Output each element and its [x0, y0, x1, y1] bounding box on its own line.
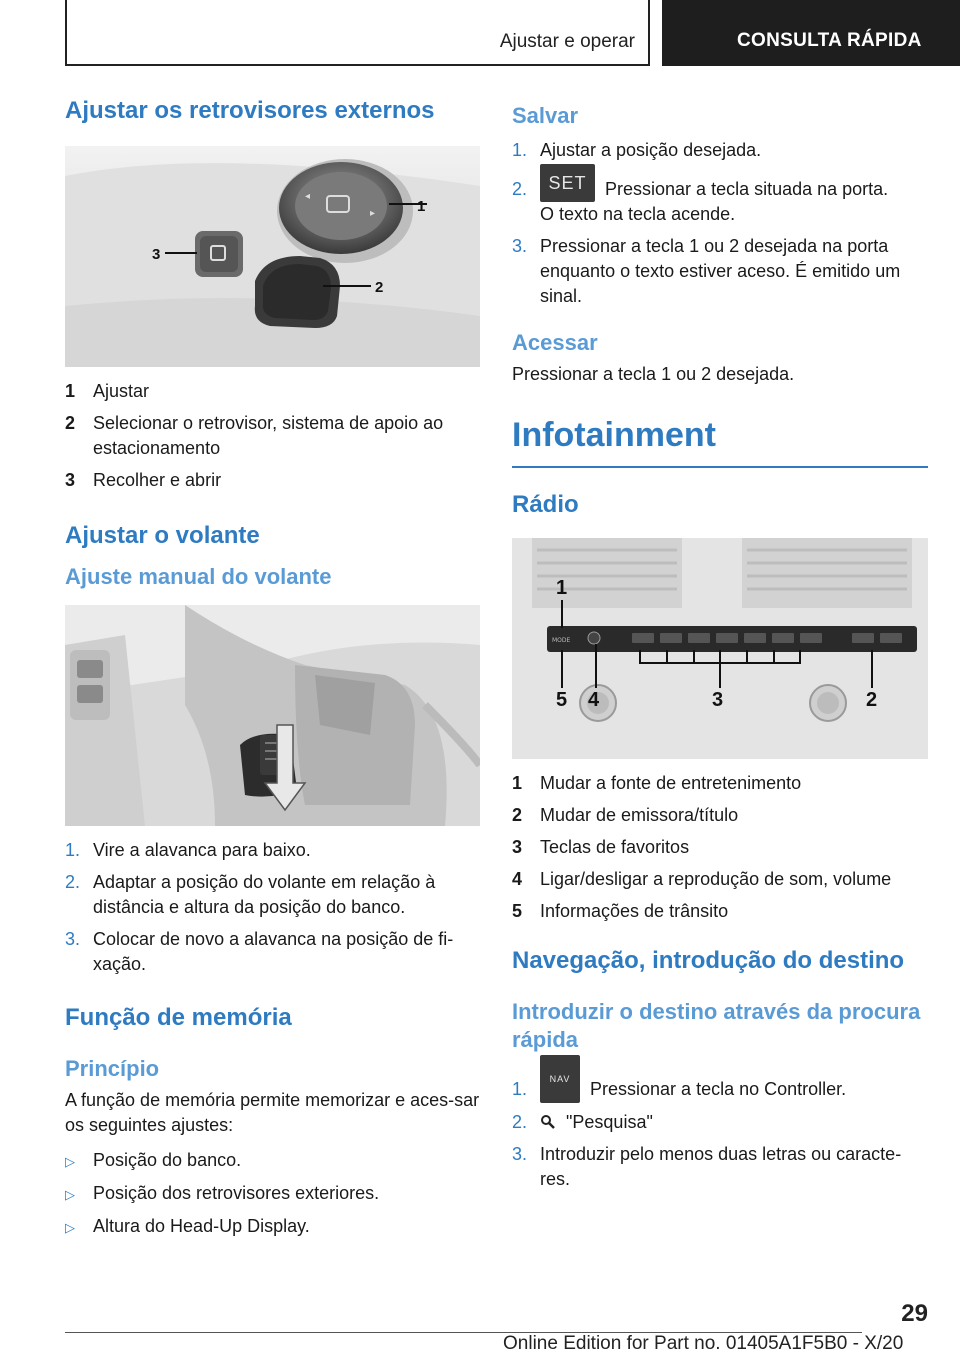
- chapter-tab-label: CONSULTA RÁPIDA: [737, 30, 922, 51]
- header-rule-bottom: [65, 64, 650, 66]
- principle-heading: Princípio: [65, 1055, 160, 1081]
- set-key-icon: SET: [540, 164, 595, 202]
- list-item: 2 Mudar de emissora/título: [512, 805, 739, 826]
- section-title: Ajustar e operar: [499, 31, 635, 52]
- steering-lever-figure: [65, 605, 480, 826]
- list-item: 2 Selecionar o retrovisor, sistema de apoio ao estacionamento: [65, 413, 444, 458]
- list-item: 2. "Pesquisa": [512, 1112, 653, 1133]
- mirror-controls-figure: [65, 146, 480, 367]
- radio-callout-1: 1: [556, 577, 568, 600]
- search-icon: [540, 1114, 556, 1130]
- radio-callout-2: 2: [866, 689, 878, 712]
- radio-panel-figure: [512, 538, 928, 759]
- mirror-callout-2: 2: [375, 279, 384, 296]
- radio-callout-5: 5: [556, 689, 568, 712]
- list-item: 4 Ligar/desligar a reprodução de som, volume: [512, 869, 892, 890]
- nav-subheading: Introduzir o destino através da procura rápida: [512, 999, 921, 1052]
- list-item: 3. Pressionar a tecla 1 ou 2 desejada na porta enquanto o texto estiver aceso. É emitido um sinal.: [512, 235, 901, 306]
- page-header: [0, 0, 960, 66]
- radio-heading: Rádio: [512, 491, 579, 519]
- chapter-tab: [662, 0, 960, 66]
- access-text: Pressionar a tecla 1 ou 2 desejada.: [512, 364, 795, 385]
- radio-callout-4: 4: [588, 689, 600, 712]
- header-rule-left: [65, 0, 67, 66]
- list-item: ▷ Altura do Head-Up Display.: [65, 1214, 480, 1240]
- radio-callout-3: 3: [712, 689, 724, 712]
- list-item: 3 Teclas de favoritos: [512, 837, 690, 858]
- access-heading: Acessar: [512, 329, 598, 355]
- save-heading: Salvar: [512, 103, 579, 128]
- list-item: 1. Ajustar a posição desejada.: [512, 139, 762, 160]
- wheel-steps: [65, 838, 480, 977]
- bullet-icon: ▷: [65, 1187, 75, 1202]
- wheel-heading: Ajustar o volante: [65, 522, 260, 549]
- memory-heading: Função de memória: [65, 1003, 292, 1031]
- nav-steps: [512, 1074, 928, 1192]
- bullet-icon: ▷: [65, 1220, 75, 1235]
- radio-legend: [512, 771, 928, 924]
- bullet-icon: ▷: [65, 1154, 75, 1169]
- mode-label: MODE: [552, 637, 571, 645]
- mirrors-heading: Ajustar os retrovisores externos: [65, 97, 435, 124]
- svg-text:◂: ◂: [305, 191, 311, 202]
- list-item: 5 Informações de trânsito: [512, 901, 729, 922]
- list-item: 2. Adaptar a posição do volante em relação à distância e altura da posição do banco.: [65, 871, 436, 917]
- page-number: 29: [901, 1300, 928, 1327]
- list-item: 1 Mudar a fonte de entretenimento: [512, 773, 802, 794]
- principle-text: A função de memória permite memorizar e aces-sar os seguintes ajustes:: [65, 1090, 480, 1135]
- nav-key-icon: NAV: [540, 1055, 580, 1103]
- principle-bullets: [65, 1148, 480, 1240]
- mirror-callout-1: 1: [417, 198, 426, 215]
- list-item: 1 Ajustar: [65, 381, 150, 401]
- svg-text:▸: ▸: [370, 208, 376, 219]
- mirror-legend: [65, 379, 480, 493]
- nav-heading: Navegação, introdução do destino: [512, 947, 905, 975]
- list-item: 3. Colocar de novo a alavanca na posição de fi-xação.: [65, 928, 454, 974]
- list-item: 3. Introduzir pelo menos duas letras ou caracte-res.: [512, 1144, 902, 1190]
- list-item: 3 Recolher e abrir: [65, 470, 222, 490]
- list-item: 1. NAV Pressionar a tecla no Controller.: [512, 1077, 928, 1103]
- list-item: ▷ Posição do banco.: [65, 1148, 480, 1174]
- wheel-subheading: Ajuste manual do volante: [65, 564, 332, 589]
- infotainment-rule: [512, 466, 928, 468]
- mirror-callout-3: 3: [152, 246, 161, 263]
- list-item: 1. Vire a alavanca para baixo.: [65, 839, 311, 860]
- right-column: [512, 102, 928, 1199]
- list-item: ▷ Posição dos retrovisores exteriores.: [65, 1181, 480, 1207]
- infotainment-heading: Infotainment: [512, 416, 716, 455]
- save-steps: [512, 138, 928, 309]
- list-item: 2. SET Pressionar a tecla situada na porta. O texto na tecla acende.: [512, 177, 928, 227]
- header-rule-mid: [648, 0, 650, 66]
- edition-text: Online Edition for Part no. 01405A1F5B0 - X/20: [503, 1333, 904, 1354]
- left-column: [65, 96, 480, 1247]
